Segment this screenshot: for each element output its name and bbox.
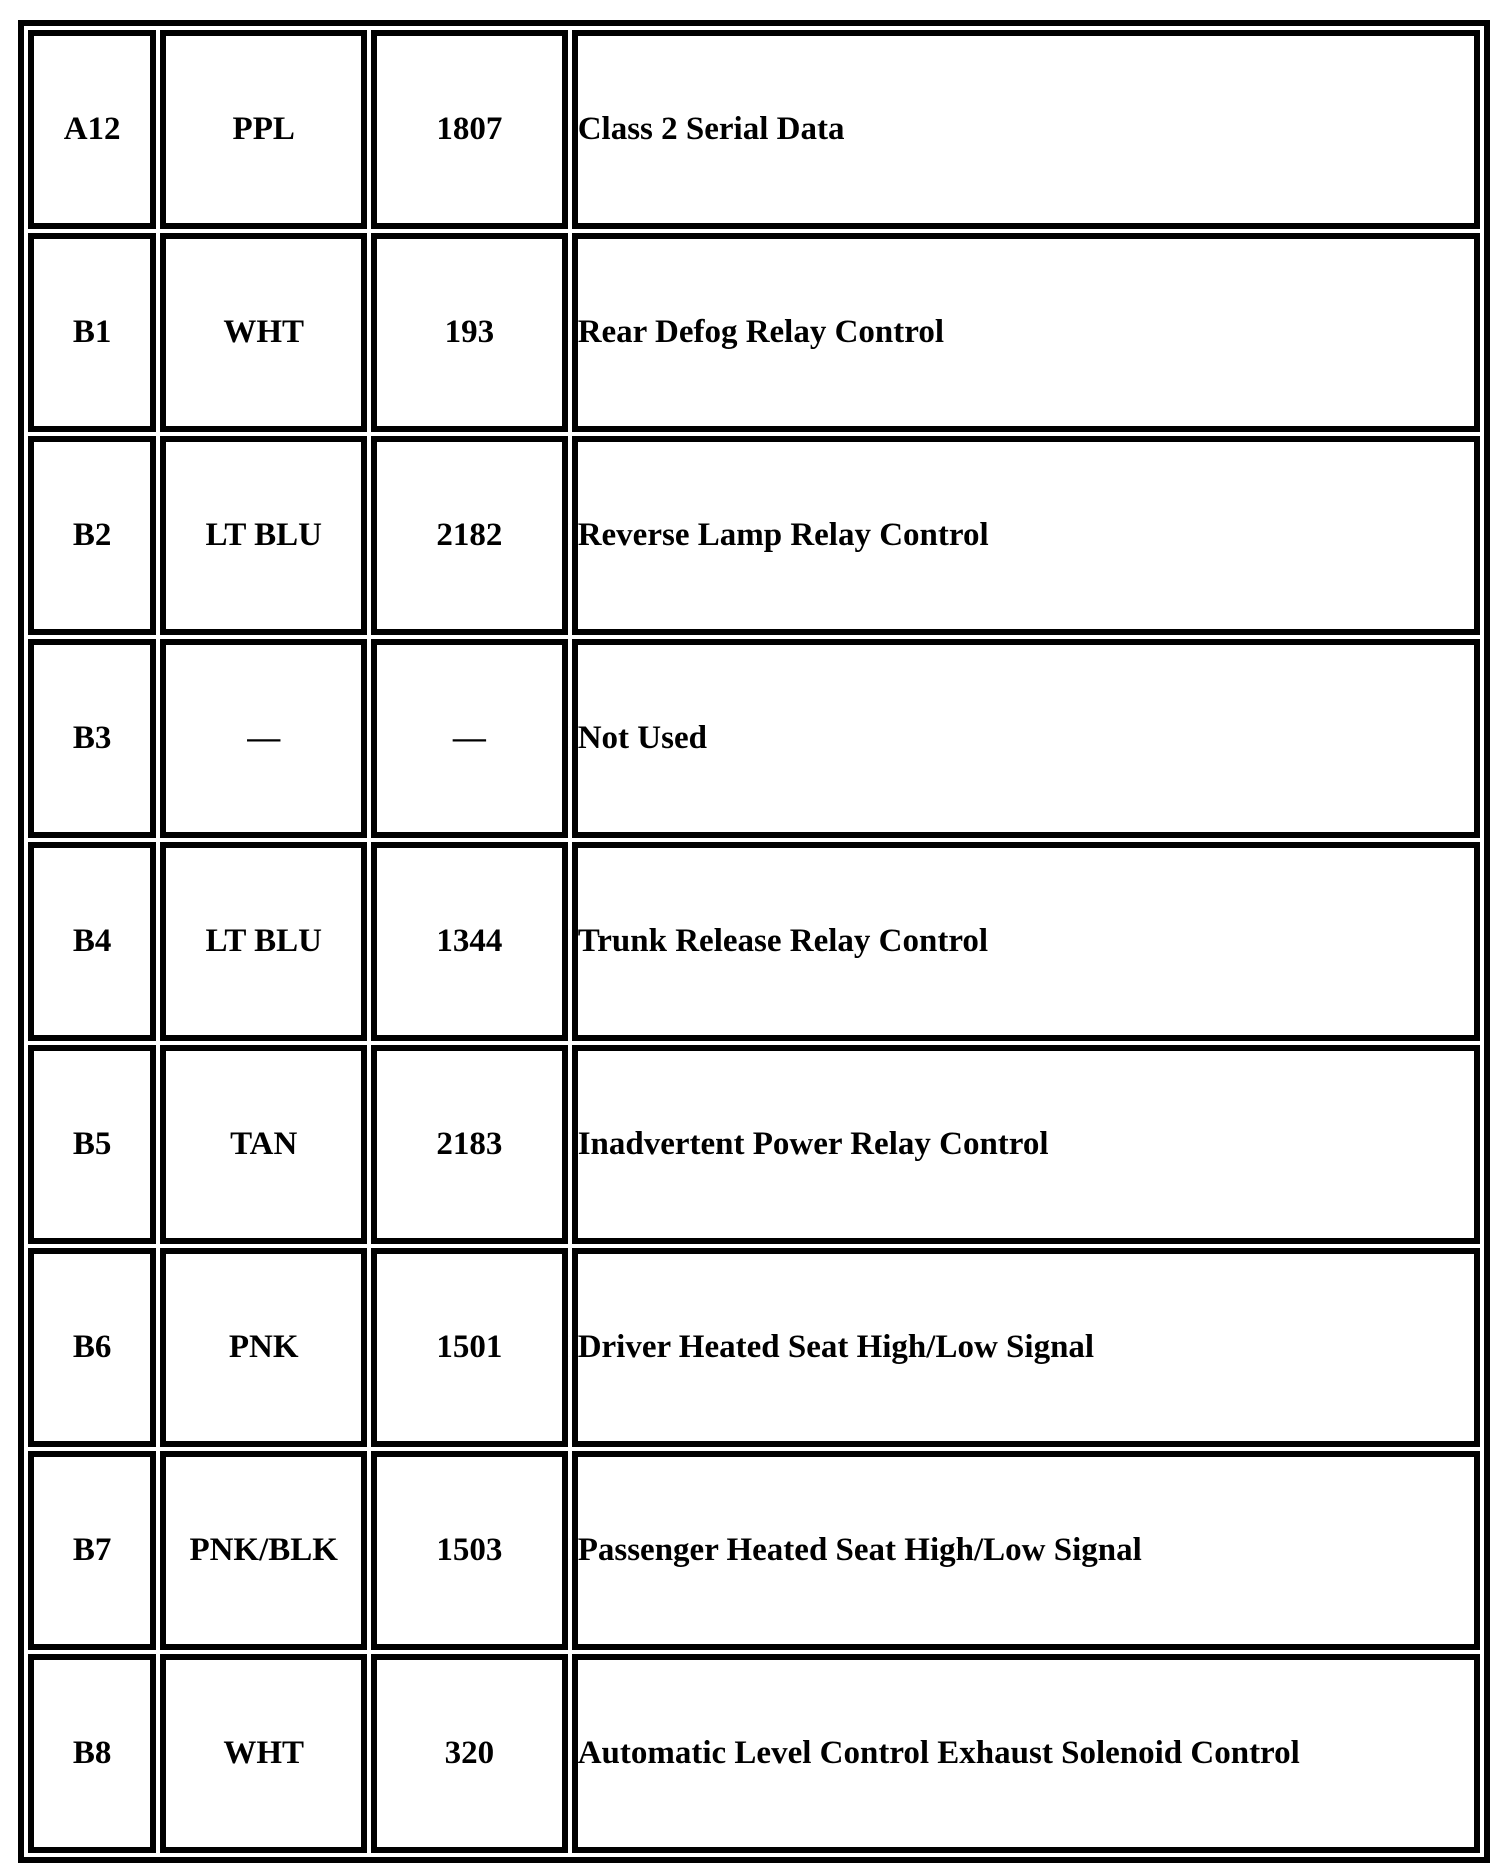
wire-color-cell: PPL (160, 30, 367, 229)
table-row (28, 639, 1480, 838)
circuit-cell: 1501 (371, 1248, 568, 1447)
wire-color-cell: TAN (160, 1045, 367, 1244)
circuit-cell: 2183 (371, 1045, 568, 1244)
function-cell: Trunk Release Relay Control (572, 842, 1480, 1041)
pin-cell: B2 (28, 436, 156, 635)
pin-cell: B1 (28, 233, 156, 432)
function-cell: Class 2 Serial Data (572, 30, 1480, 229)
function-cell: Rear Defog Relay Control (572, 233, 1480, 432)
pin-cell: B8 (28, 1654, 156, 1853)
wire-color-cell: LT BLU (160, 842, 367, 1041)
function-cell: Driver Heated Seat High/Low Signal (572, 1248, 1480, 1447)
pin-cell: B4 (28, 842, 156, 1041)
circuit-cell: 2182 (371, 436, 568, 635)
pin-cell: A12 (28, 30, 156, 229)
circuit-cell: 320 (371, 1654, 568, 1853)
circuit-cell: — (371, 639, 568, 838)
connector-pinout-table (18, 20, 1490, 1863)
wire-color-cell: WHT (160, 233, 367, 432)
function-cell: Not Used (572, 639, 1480, 838)
pin-cell: B5 (28, 1045, 156, 1244)
pin-cell: B3 (28, 639, 156, 838)
wire-color-cell: WHT (160, 1654, 367, 1853)
wire-color-cell: — (160, 639, 367, 838)
pinout-table-body (28, 30, 1480, 1853)
circuit-cell: 193 (371, 233, 568, 432)
function-cell: Passenger Heated Seat High/Low Signal (572, 1451, 1480, 1650)
table-row (28, 1654, 1480, 1853)
table-row (28, 1045, 1480, 1244)
table-row (28, 436, 1480, 635)
circuit-cell: 1344 (371, 842, 568, 1041)
function-cell: Automatic Level Control Exhaust Solenoid Control (572, 1654, 1480, 1853)
table-row (28, 1248, 1480, 1447)
circuit-cell: 1807 (371, 30, 568, 229)
table-row (28, 1451, 1480, 1650)
wire-color-cell: PNK (160, 1248, 367, 1447)
table-row (28, 842, 1480, 1041)
table-row (28, 233, 1480, 432)
circuit-cell: 1503 (371, 1451, 568, 1650)
wire-color-cell: LT BLU (160, 436, 367, 635)
table-row (28, 30, 1480, 229)
pin-cell: B7 (28, 1451, 156, 1650)
wire-color-cell: PNK/BLK (160, 1451, 367, 1650)
function-cell: Inadvertent Power Relay Control (572, 1045, 1480, 1244)
function-cell: Reverse Lamp Relay Control (572, 436, 1480, 635)
pin-cell: B6 (28, 1248, 156, 1447)
